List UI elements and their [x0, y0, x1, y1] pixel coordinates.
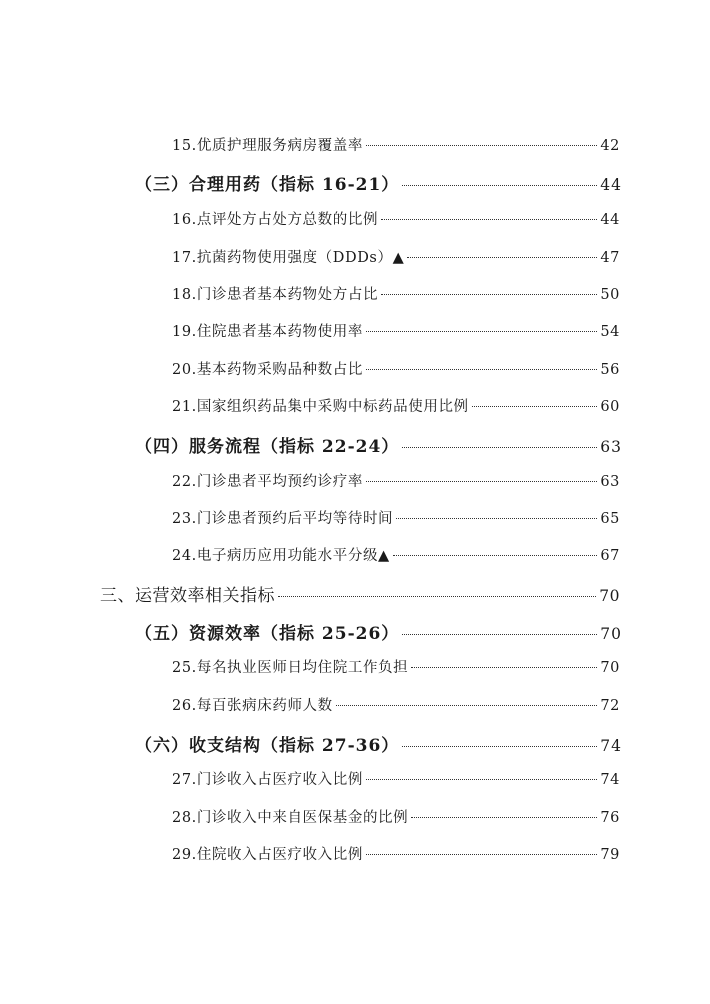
- toc-section-6[interactable]: [135, 731, 622, 756]
- toc-entry-18[interactable]: [172, 283, 620, 304]
- dot-leader: [402, 634, 597, 635]
- dot-leader: [402, 746, 597, 747]
- toc-entry-page: 70: [600, 660, 620, 676]
- dot-leader: [366, 331, 597, 332]
- dot-leader: [381, 294, 597, 295]
- toc-entry-28[interactable]: [172, 806, 620, 827]
- toc-section-label: （四）服务流程（指标 22-24）: [135, 437, 400, 457]
- toc-entry-label: 22.门诊患者平均预约诊疗率: [172, 474, 363, 490]
- toc-entry-label: 24.电子病历应用功能水平分级▲: [172, 548, 390, 564]
- dot-leader: [407, 257, 597, 258]
- toc-entry-label: 20.基本药物采购品种数占比: [172, 362, 363, 378]
- toc-entry-label: 27.门诊收入占医疗收入比例: [172, 772, 363, 788]
- toc-entry-17[interactable]: [172, 246, 620, 267]
- toc-entry-label: 15.优质护理服务病房覆盖率: [172, 138, 363, 154]
- toc-entry-label: 17.抗菌药物使用强度（DDDs）▲: [172, 250, 405, 266]
- toc-entry-27[interactable]: [172, 768, 620, 789]
- toc-entry-20[interactable]: [172, 358, 620, 379]
- toc-chapter-3[interactable]: [100, 581, 620, 606]
- dot-leader: [336, 705, 598, 706]
- toc-entry-26[interactable]: [172, 694, 620, 715]
- toc-entry-16[interactable]: [172, 208, 620, 229]
- toc-entry-label: 25.每名执业医师日均住院工作负担: [172, 660, 409, 676]
- toc-entry-24[interactable]: [172, 544, 620, 565]
- toc-entry-page: 50: [600, 287, 620, 303]
- dot-leader: [366, 779, 597, 780]
- toc-entry-page: 60: [600, 399, 620, 415]
- toc-entry-page: 76: [600, 810, 620, 826]
- toc-section-page: 44: [600, 176, 622, 194]
- toc-entry-label: 16.点评处方占处方总数的比例: [172, 212, 379, 228]
- dot-leader: [366, 145, 597, 146]
- toc-chapter-label: 三、运营效率相关指标: [100, 586, 275, 606]
- toc-entry-label: 26.每百张病床药师人数: [172, 698, 333, 714]
- toc-entry-15[interactable]: [172, 134, 620, 155]
- toc-entry-25[interactable]: [172, 656, 620, 677]
- dot-leader: [278, 596, 596, 597]
- toc-section-label: （六）收支结构（指标 27-36）: [135, 736, 400, 756]
- toc-section-3[interactable]: [135, 170, 622, 195]
- toc-entry-21[interactable]: [172, 395, 620, 416]
- dot-leader: [411, 817, 597, 818]
- toc-section-label: （三）合理用药（指标 16-21）: [135, 175, 400, 195]
- dot-leader: [366, 481, 597, 482]
- toc-section-page: 63: [600, 438, 622, 456]
- toc-entry-19[interactable]: [172, 320, 620, 341]
- toc-entry-label: 19.住院患者基本药物使用率: [172, 324, 363, 340]
- dot-leader: [396, 518, 597, 519]
- dot-leader: [402, 185, 597, 186]
- toc-entry-page: 74: [600, 772, 620, 788]
- toc-entry-page: 47: [600, 250, 620, 266]
- dot-leader: [402, 447, 597, 448]
- toc-entry-label: 21.国家组织药品集中采购中标药品使用比例: [172, 399, 469, 415]
- toc-entry-page: 63: [600, 474, 620, 490]
- toc-entry-page: 54: [600, 324, 620, 340]
- dot-leader: [411, 667, 597, 668]
- toc-entry-label: 29.住院收入占医疗收入比例: [172, 847, 363, 863]
- dot-leader: [366, 369, 597, 370]
- toc-chapter-page: 70: [599, 587, 620, 605]
- toc-entry-page: 42: [600, 138, 620, 154]
- toc-entry-22[interactable]: [172, 470, 620, 491]
- dot-leader: [472, 406, 598, 407]
- toc-entry-label: 28.门诊收入中来自医保基金的比例: [172, 810, 409, 826]
- toc-entry-page: 79: [600, 847, 620, 863]
- toc-entry-label: 23.门诊患者预约后平均等待时间: [172, 511, 394, 527]
- dot-leader: [393, 555, 598, 556]
- toc-section-5[interactable]: [135, 619, 622, 644]
- toc-entry-page: 67: [600, 548, 620, 564]
- toc-section-label: （五）资源效率（指标 25-26）: [135, 624, 400, 644]
- toc-entry-label: 18.门诊患者基本药物处方占比: [172, 287, 379, 303]
- dot-leader: [366, 854, 597, 855]
- toc-entry-page: 65: [600, 511, 620, 527]
- toc-entry-page: 72: [600, 698, 620, 714]
- toc-entry-23[interactable]: [172, 507, 620, 528]
- dot-leader: [381, 219, 597, 220]
- toc-section-page: 70: [600, 625, 622, 643]
- toc-entry-29[interactable]: [172, 843, 620, 864]
- toc-section-4[interactable]: [135, 432, 622, 457]
- toc-entry-page: 56: [600, 362, 620, 378]
- toc-section-page: 74: [600, 737, 622, 755]
- toc-entry-page: 44: [600, 212, 620, 228]
